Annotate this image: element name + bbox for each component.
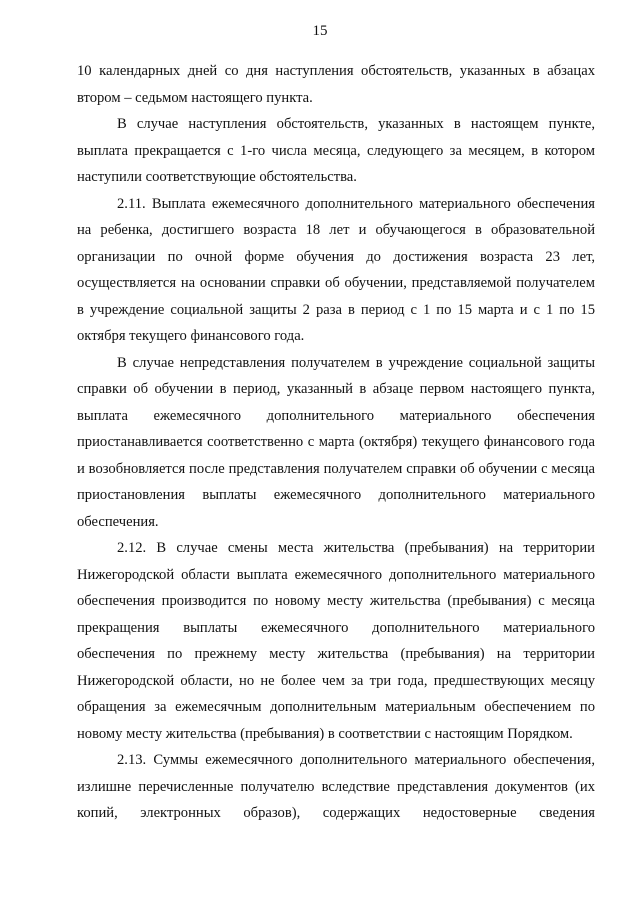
paragraph-non-submission: В случае непредставления получателем в учреждение социальной защиты справки об обучении в период, указанный в абзаце первом настоящего пункта, выплата ежемесячного дополнительного материального обеспечения приостанавливается соответственно с марта (октября) текущего финансового года и возобновляется после представления получателем справки об обучении с месяца приостановления выплаты ежемесячного дополнительного материального обеспечения. <box>77 354 595 530</box>
paragraph-2-12: 2.12. В случае смены места жительства (пребывания) на территории Нижегородской области выплата ежемесячного дополнительного материального обеспечения производится по новому месту жительства (пребывания) с месяца прекращения выплаты ежемесячного дополнительного материального обеспечения по прежнему месту жительства (пребывания) на территории Нижегородской области, но не более чем за три года, предшествующих месяцу обращения за ежемесячным дополнительным материальным обеспечением по новому месту жительства (пребывания) в соответствии с настоящим Порядком. <box>77 540 595 742</box>
paragraph-termination: В случае наступления обстоятельств, указанных в настоящем пункте, выплата прекращается с 1-го числа месяца, следующего за месяцем, в котором наступили соответствующие обстоятельства. <box>77 116 595 185</box>
document-body <box>77 58 595 827</box>
page-number: 15 <box>312 23 328 39</box>
paragraph-2-11: 2.11. Выплата ежемесячного дополнительного материального обеспечения на ребенка, достигшего возраста 18 лет и обучающегося в образовательной организации по очной форме обучения до достижения возраста 23 лет, осуществляется на основании справки об обучении, представляемой получателем в учреждение социальной защиты 2 раза в период с 1 по 15 марта и с 1 по 15 октября текущего финансового года. <box>77 195 595 344</box>
paragraph-2-13: 2.13. Суммы ежемесячного дополнительного материального обеспечения, излишне перечисленные получателю вследствие представления документов (их копий, электронных образов), содержащих недостоверные сведения <box>77 752 595 821</box>
paragraph-continuation: 10 календарных дней со дня наступления обстоятельств, указанных в абзацах втором – седьмом настоящего пункта. <box>77 63 595 106</box>
